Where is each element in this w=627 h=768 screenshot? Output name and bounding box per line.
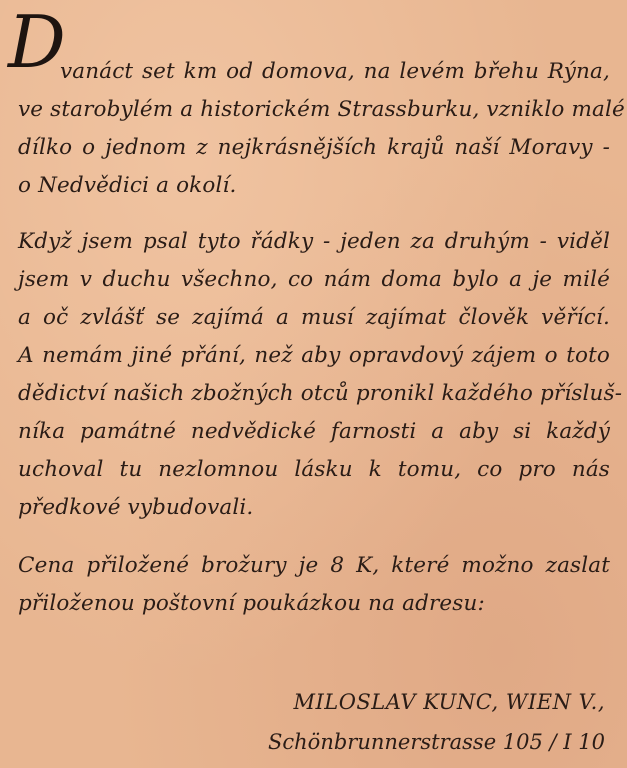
paragraph2-line-7: uchoval tu nezlomnou lásku k tomu, co pro nás [18, 457, 610, 482]
paragraph2-line-2: jsem v duchu všechno, co nám doma bylo a je milé [18, 267, 610, 292]
paragraph1-line-1: vanáct set km od domova, na levém břehu Rýna, [60, 59, 610, 84]
signature-name: MILOSLAV KUNC, WIEN V., [293, 690, 605, 714]
paragraph1-line-2: ve starobylém a historickém Strassburku, vzniklo malé [18, 97, 625, 122]
paragraph2-line-1: Když jsem psal tyto řádky - jeden za druhým - viděl [18, 229, 610, 254]
paragraph1-line-4: o Nedvědici a okolí. [18, 173, 237, 198]
signature-address: Schönbrunnerstrasse 105 / I 10 [268, 730, 605, 754]
paragraph2-line-6: níka památné nedvědické farnosti a aby si každý [18, 419, 610, 444]
paragraph1-line-3: dílko o jednom z nejkrásnějších krajů naší Moravy - [18, 135, 610, 160]
paragraph2-line-5: dědictví našich zbožných otců pronikl každého přísluš- [18, 381, 623, 406]
paragraph2-line-3: a oč zvlášť se zajímá a musí zajímat člověk věřící. [18, 305, 610, 330]
drop-cap: D [8, 0, 66, 84]
paragraph3-line-2: přiloženou poštovní poukázkou na adresu: [18, 591, 485, 616]
paragraph2-line-4: A nemám jiné přání, než aby opravdový zájem o toto [18, 343, 610, 368]
paragraph3-line-1: Cena přiložené brožury je 8 K, které možno zaslat [18, 553, 610, 578]
paragraph2-line-8: předkové vybudovali. [18, 495, 254, 520]
